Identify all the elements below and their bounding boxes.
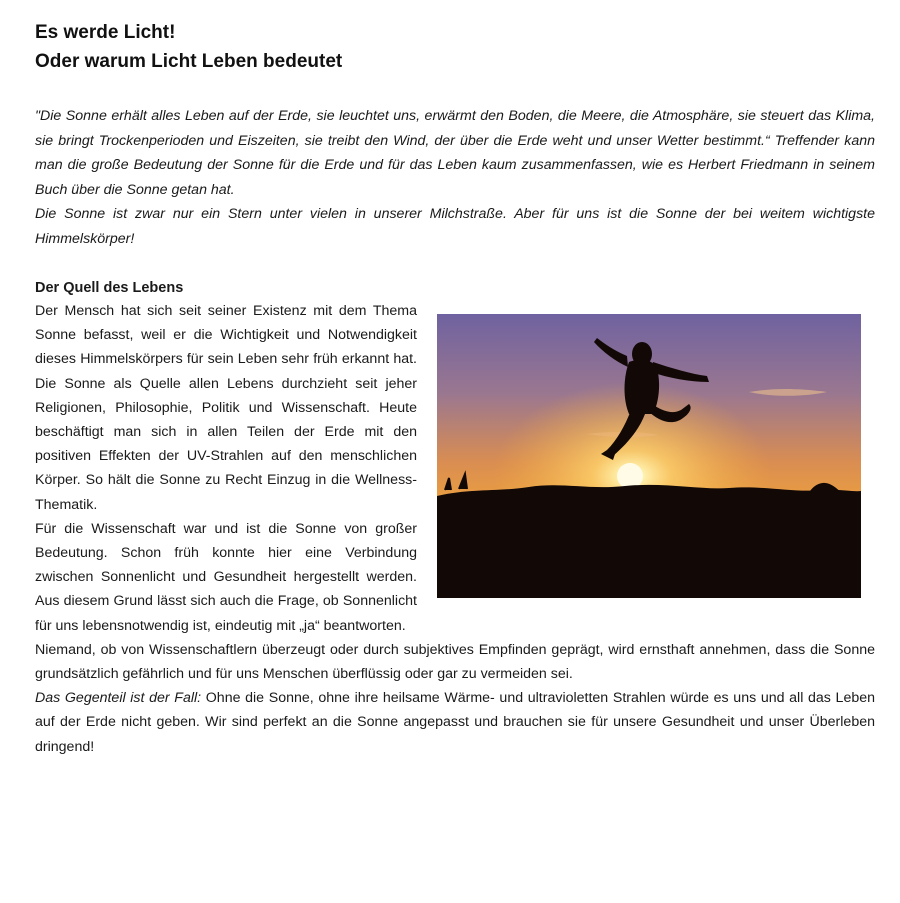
paragraph-lead-italic: Das Gegenteil ist der Fall:: [35, 690, 202, 707]
title-line-1: Es werde Licht!: [35, 22, 176, 43]
section-paragraph-1: Der Mensch hat sich seit seiner Existenz mit dem Thema Sonne befasst, weil er die Wichtigkeit und Notwendigkeit dieses Himmelskörpers für sein Leben sehr früh erkannt hat. Die Sonne als Quelle allen Lebens durchzieht seit jeher Religionen, Philosophie, Politik und Wissenschaft. Heute beschäftigt man sich in allen Teilen der Erde mit den positiven Effekten der UV-Strahlen auf den menschlichen Körper. So hält die Sonne zu Recht Einzug in die Wellness-Thematik.: [35, 303, 417, 513]
section-paragraph-2: Für die Wissenschaft war und ist die Sonne von großer Bedeutung. Schon früh konnte hier eine Verbindung zwischen Sonnenlicht und Gesundheit hergestellt werden. Aus diesem Grund lässt sich auch die Frage, ob Sonnenlicht für uns lebensnotwendig ist, eindeutig mit „ja“ beantworten.: [35, 520, 417, 634]
sunset-jump-photo: [437, 314, 861, 598]
intro-paragraph-1: "Die Sonne erhält alles Leben auf der Erde, sie leuchtet uns, erwärmt den Boden, die Meere, die Atmosphäre, sie steuert das Klima, sie bringt Trockenperioden und Eiszeiten, sie treibt den Wind, der über die Erde weht und unser Wetter bestimmt.“ Treffender kann man die große Bedeutung der Sonne für die Erde und für das Leben kaum zusammenfassen, wie es Herbert Friedmann in seinem Buch über die Sonne getan hat.: [35, 108, 875, 198]
intro-paragraph-2: Die Sonne ist zwar nur ein Stern unter vielen in unserer Milchstraße. Aber für uns ist die Sonne der bei weitem wichtigste Himmelskörper!: [35, 206, 875, 247]
intro-quote-block: [35, 104, 875, 251]
section-heading: Der Quell des Lebens: [35, 280, 184, 296]
section-paragraph-4: [35, 686, 875, 759]
paragraph-rest: Ohne die Sonne, ohne ihre heilsame Wärme- und ultravioletten Strahlen würde es uns und all das Leben auf der Erde nicht geben. Wir sind perfekt an die Sonne angepasst und brauchen sie für unsere Gesundheit und unser Überleben dringend!: [35, 690, 876, 755]
document-title: [35, 18, 875, 76]
title-line-2: Oder warum Licht Leben bedeutet: [35, 51, 343, 72]
section-paragraph-3: Niemand, ob von Wissenschaftlern überzeugt oder durch subjektives Empfinden geprägt, wird ernsthaft annehmen, dass die Sonne grundsätzlich gefährlich und für uns Menschen überflüssig oder gar zu vermeiden sei.: [35, 641, 875, 683]
ground-silhouette: [437, 485, 861, 598]
section-body: [35, 299, 875, 759]
sunset-silhouette-image: [437, 314, 861, 598]
document-page: [35, 18, 875, 759]
